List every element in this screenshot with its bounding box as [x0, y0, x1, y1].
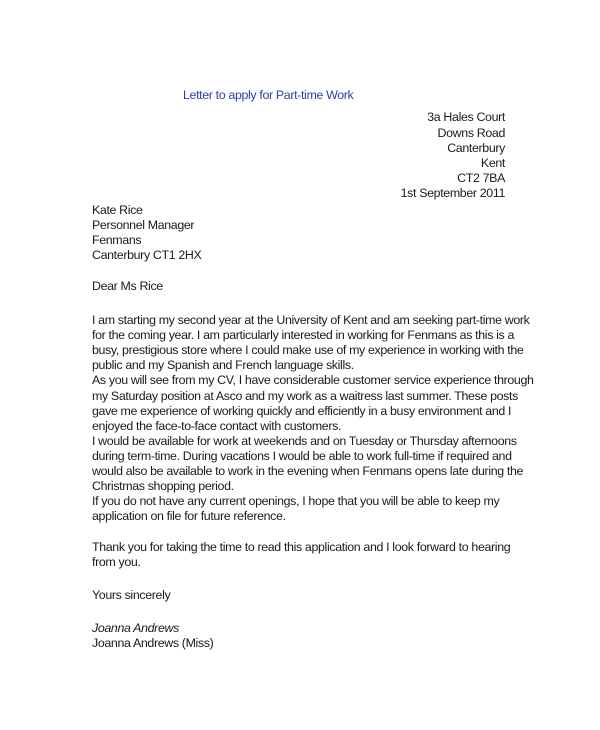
closing-paragraph-line: from you.: [92, 555, 141, 569]
body-line: would also be available to work in the evening when Fenmans opens late during the: [92, 464, 524, 478]
letter-date: 1st September 2011: [400, 186, 505, 200]
recipient-line: Kate Rice: [92, 203, 143, 217]
body-line: I am starting my second year at the University of Kent and am seeking part-time work: [92, 313, 530, 327]
recipient-line: Fenmans: [92, 233, 142, 247]
recipient-line: Canterbury CT1 2HX: [92, 248, 202, 262]
body-line: If you do not have any current openings, I hope that you will be able to keep my: [92, 494, 500, 509]
recipient-line: Personnel Manager: [92, 218, 195, 232]
signature: Joanna Andrews: [92, 621, 179, 635]
body-line: application on file for future reference.: [92, 509, 286, 524]
sender-address-line: Downs Road: [437, 126, 505, 140]
body-line: for the coming year. I am particularly interested in working for Fenmans as this is a: [92, 328, 515, 343]
body-line: busy, prestigious store where I could make use of my experience in working with the: [92, 343, 524, 358]
closing-paragraph-line: Thank you for taking the time to read this application and I look forward to hearing: [92, 540, 511, 554]
body-line: public and my Spanish and French language skills.: [92, 358, 354, 373]
sender-address-line: 3a Hales Court: [427, 110, 505, 124]
letter-title: Letter to apply for Part-time Work: [183, 88, 354, 102]
body-line: during term-time. During vacations I would be able to work full-time if required and: [92, 448, 512, 463]
body-line: my Saturday position at Asco and my work as a waitress last summer. These posts: [92, 388, 518, 403]
sender-address-line: CT2 7BA: [457, 171, 505, 185]
sender-address-line: Canterbury: [447, 141, 505, 155]
body-line: gave me experience of working quickly and efficiently in a busy environment and I: [92, 403, 512, 418]
body-line: As you will see from my CV, I have considerable customer service experience through: [92, 373, 534, 388]
body-line: Christmas shopping period.: [92, 479, 234, 494]
printed-name: Joanna Andrews (Miss): [92, 636, 214, 650]
body-line: enjoyed the face-to-face contact with customers.: [92, 418, 342, 433]
sender-address-line: Kent: [480, 156, 505, 170]
salutation: Dear Ms Rice: [92, 279, 163, 293]
body-line: I would be available for work at weekends and on Tuesday or Thursday afternoons: [92, 433, 517, 448]
signoff: Yours sincerely: [92, 588, 171, 602]
